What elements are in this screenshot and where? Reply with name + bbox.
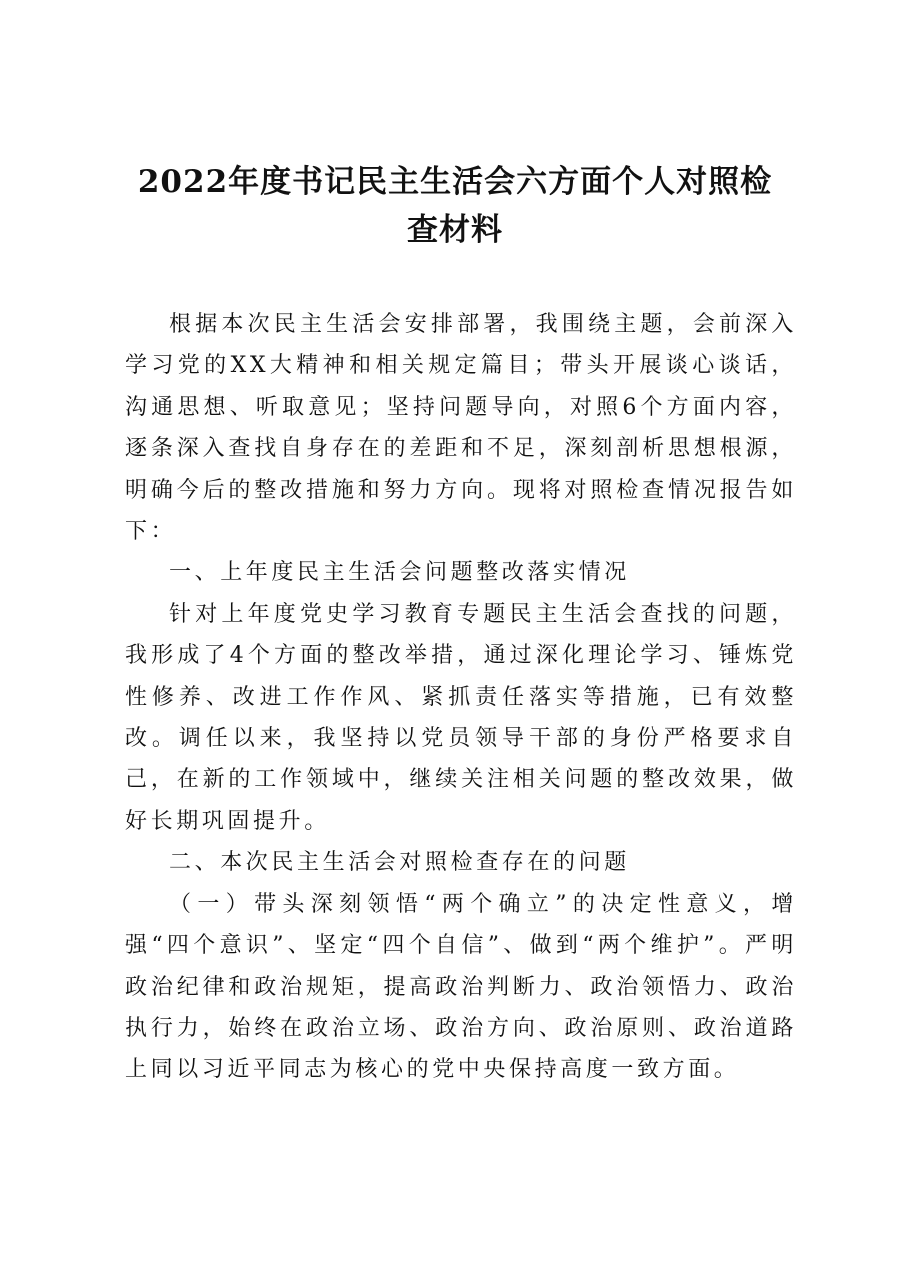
- section-1-paragraph: 针对上年度党史学习教育专题民主生活会查找的问题，我形成了4个方面的整改举措，通过深化理论学习、锤炼党性修养、改进工作作风、紧抓责任落实等措施，已有效整改。调任以来，我坚持以党员领导干部的身份严格要求自己，在新的工作领域中，继续关注相关问题的整改效果，做好长期巩固提升。: [125, 601, 797, 834]
- document-body: [125, 304, 797, 1091]
- intro-paragraph: 根据本次民主生活会安排部署，我围绕主题，会前深入学习党的XX大精神和相关规定篇目；带头开展谈心谈话，沟通思想、听取意见；坚持问题导向，对照6个方面内容，逐条深入查找自身存在的差距和不足，深刻剖析思想根源，明确今后的整改措施和努力方向。现将对照检查情况报告如下：: [125, 312, 797, 545]
- subsection-1-paragraph: （一）带头深刻领悟“两个确立”的决定性意义，增强“四个意识”、坚定“四个自信”、做到“两个维护”。严明政治纪律和政治规矩，提高政治判断力、政治领悟力、政治执行力，始终在政治立场、政治方向、政治原则、政治道路上同以习近平同志为核心的党中央保持高度一致方面。: [125, 891, 797, 1083]
- title-line-2: 查材料: [407, 212, 503, 248]
- title-line-1: 2022年度书记民主生活会六方面个人对照检: [137, 164, 773, 200]
- section-heading-2: 二、本次民主生活会对照检查存在的问题: [169, 850, 630, 876]
- document-title: [110, 158, 800, 254]
- section-heading-1: 一、上年度民主生活会问题整改落实情况: [169, 560, 630, 586]
